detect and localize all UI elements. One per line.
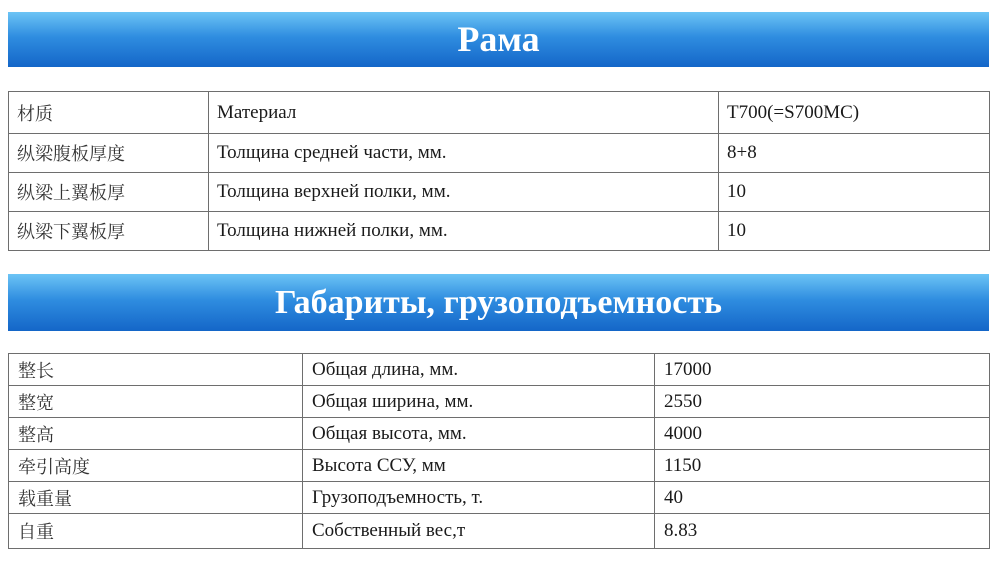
spec-value: 8.83 xyxy=(655,514,990,549)
chinese-label: 纵梁下翼板厚 xyxy=(9,212,209,251)
table-row xyxy=(9,450,990,482)
russian-label: Собственный вес,т xyxy=(303,514,655,549)
chinese-label: 载重量 xyxy=(9,482,303,514)
russian-label: Толщина средней части, мм. xyxy=(209,134,719,173)
table-row xyxy=(9,92,990,134)
spec-value: 1150 xyxy=(655,450,990,482)
chinese-label: 纵梁腹板厚度 xyxy=(9,134,209,173)
spec-value: 2550 xyxy=(655,386,990,418)
russian-label: Материал xyxy=(209,92,719,134)
section-title: Габариты, грузоподъемность xyxy=(275,284,722,321)
russian-label: Высота ССУ, мм xyxy=(303,450,655,482)
spec-value: 10 xyxy=(719,173,990,212)
chinese-label: 牵引高度 xyxy=(9,450,303,482)
spec-value: 8+8 xyxy=(719,134,990,173)
chinese-label: 整长 xyxy=(9,354,303,386)
table-row xyxy=(9,173,990,212)
chinese-label: 整高 xyxy=(9,418,303,450)
spec-value: 17000 xyxy=(655,354,990,386)
spec-value: 4000 xyxy=(655,418,990,450)
russian-label: Толщина нижней полки, мм. xyxy=(209,212,719,251)
chinese-label: 材质 xyxy=(9,92,209,134)
dimensions-spec-table xyxy=(8,353,990,549)
table-row xyxy=(9,212,990,251)
section-title: Рама xyxy=(457,19,540,59)
chinese-label: 纵梁上翼板厚 xyxy=(9,173,209,212)
spec-value: T700(=S700MC) xyxy=(719,92,990,134)
chinese-label: 整宽 xyxy=(9,386,303,418)
table-row xyxy=(9,514,990,549)
russian-label: Толщина верхней полки, мм. xyxy=(209,173,719,212)
frame-spec-table xyxy=(8,91,990,251)
russian-label: Общая длина, мм. xyxy=(303,354,655,386)
spec-value: 40 xyxy=(655,482,990,514)
table-row xyxy=(9,386,990,418)
table-row xyxy=(9,482,990,514)
section-banner-dimensions xyxy=(8,274,989,331)
table-row xyxy=(9,134,990,173)
table-row xyxy=(9,418,990,450)
russian-label: Грузоподъемность, т. xyxy=(303,482,655,514)
russian-label: Общая высота, мм. xyxy=(303,418,655,450)
spec-value: 10 xyxy=(719,212,990,251)
section-banner-frame xyxy=(8,12,989,67)
russian-label: Общая ширина, мм. xyxy=(303,386,655,418)
table-row xyxy=(9,354,990,386)
chinese-label: 自重 xyxy=(9,514,303,549)
